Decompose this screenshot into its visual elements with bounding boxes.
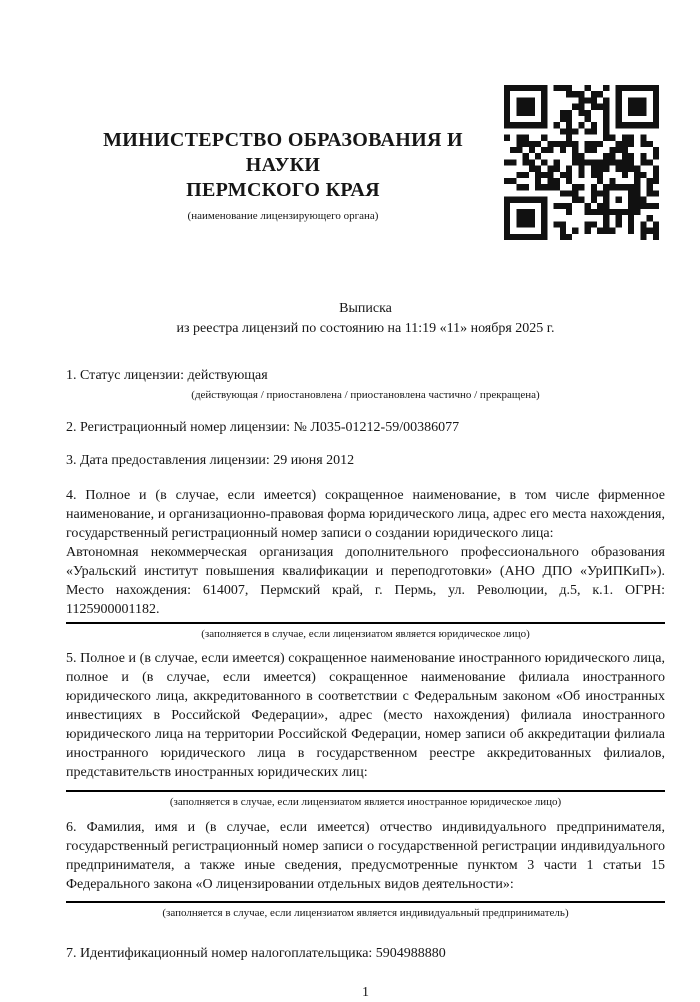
item-1-license-status: 1. Статус лицензии: действующая — [66, 368, 268, 383]
ministry-caption: (наименование лицензирующего органа) — [187, 210, 379, 222]
title-line1: Выписка — [339, 301, 392, 316]
page-number: 1 — [362, 985, 369, 1000]
item-2-reg-number: 2. Регистрационный номер лицензии: № Л035-01212-59/00386077 — [66, 420, 460, 435]
item-4-caption: (заполняется в случае, если лицензиатом является юридическое лицо) — [201, 628, 530, 640]
item-6-caption: (заполняется в случае, если лицензиатом является индивидуальный предприниматель) — [162, 907, 569, 919]
item-4-question: 4. Полное и (в случае, если имеется) сокращенное наименование, в том числе фирменное наименование, и организационно-правовая форма юридического лица, адрес его места нахождения, государственный регистрационный номер записи о создании юридического лица: — [66, 488, 665, 541]
ministry-header — [66, 128, 500, 223]
item-4-answer: Автономная некоммерческая организация дополнительного профессионального образования «Уральский институт повышения квалификации и переподготовки» (АНО ДПО «УрИПКиП»). Место нахождения: 614007, Пермский край, г. Пермь, ул. Революции, д.5, к.1. ОГРН: 1125900001182. — [66, 545, 665, 617]
item-6-underline — [66, 901, 665, 903]
item-7-taxpayer-id: 7. Идентификационный номер налогоплательщика: 5904988880 — [66, 946, 446, 961]
ministry-name-line1: МИНИСТЕРСТВО ОБРАЗОВАНИЯ И НАУКИ — [103, 129, 463, 176]
item-5-question: 5. Полное и (в случае, если имеется) сокращенное наименование иностранного юридического лица, полное и (в случае, если имеется) сокращенное наименование филиала иностранного юридического лица, аккредитованного в соответствии с Федеральным законом «Об иностранных инвестициях в Российской Федерации», адрес (место нахождения) филиала иностранного юридического лица на территории Российской Федерации, номер записи об аккредитации филиала иностранного юридического лица в государственном реестре аккредитованных филиалов, представительств иностранных юридических лиц: — [66, 651, 665, 780]
ministry-name-line2: ПЕРМСКОГО КРАЯ — [186, 179, 380, 201]
item-5-underline — [66, 790, 665, 792]
qr-code — [504, 85, 659, 240]
item-1-caption: (действующая / приостановлена / приостановлена частично / прекращена) — [191, 389, 540, 401]
item-3-license-date: 3. Дата предоставления лицензии: 29 июня 2012 — [66, 453, 355, 468]
title-line2: из реестра лицензий по состоянию на 11:19 «11» ноября 2025 г. — [176, 321, 555, 336]
item-5-caption: (заполняется в случае, если лицензиатом является иностранное юридическое лицо) — [169, 796, 562, 808]
item-4-underline — [66, 622, 665, 624]
document-body — [66, 364, 665, 1002]
item-6-question: 6. Фамилия, имя и (в случае, если имеется) отчество индивидуального предпринимателя, государственный регистрационный номер записи о государственной регистрации индивидуального предпринимателя, а также иные сведения, предусмотренные пунктом 3 части 1 статьи 15 Федерального закона «О лицензировании отдельных видов деятельности»: — [66, 820, 665, 892]
document-title — [66, 299, 665, 339]
